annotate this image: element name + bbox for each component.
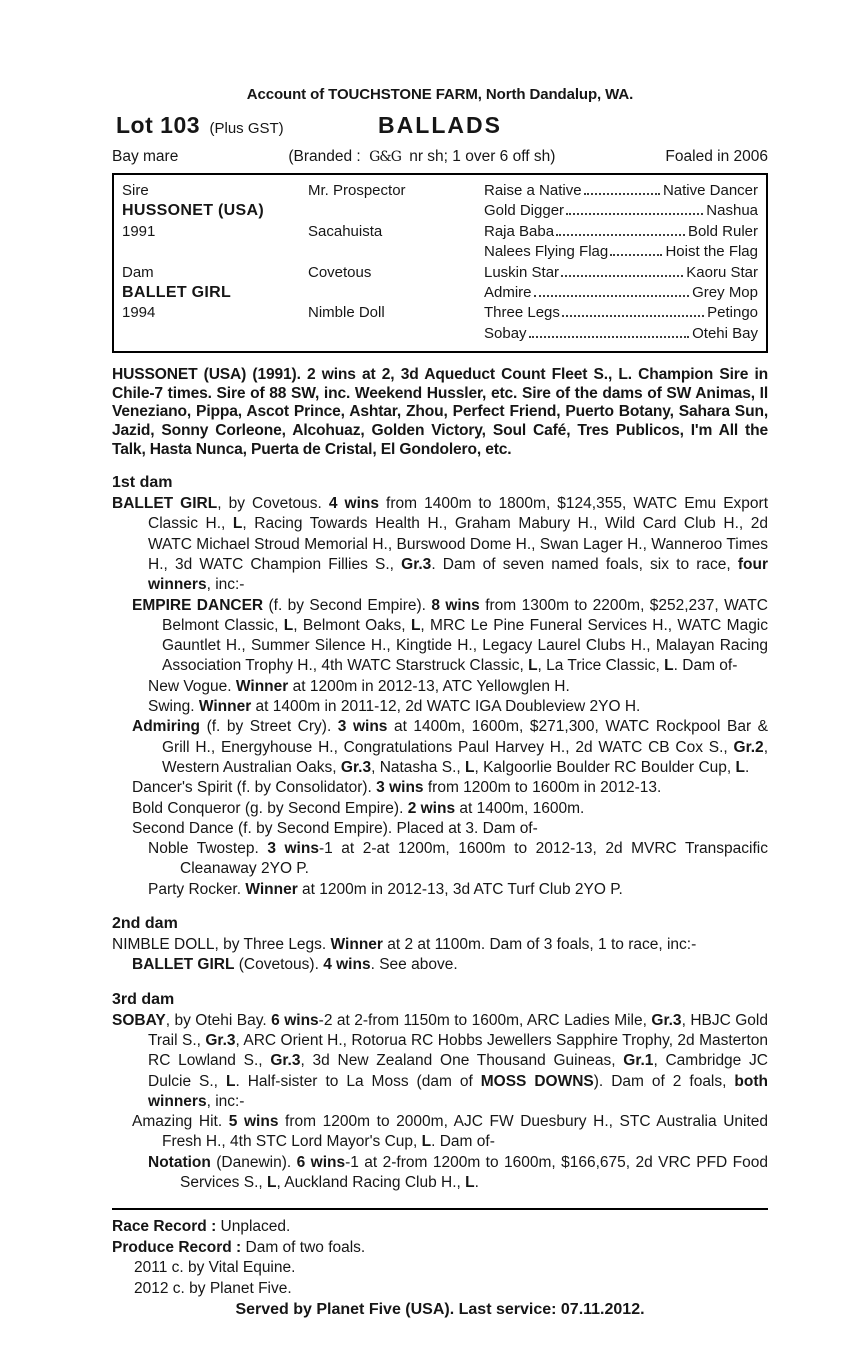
footer-records bbox=[112, 1217, 768, 1321]
lot-gst-note: (Plus GST) bbox=[209, 120, 284, 137]
pedigree-gen3-cell bbox=[484, 304, 758, 321]
pedigree-gen3-cell bbox=[484, 284, 758, 301]
pedigree-gen4-name: Nashua bbox=[706, 202, 758, 220]
pedigree-paragraph: Admiring (f. by Street Cry). 3 wins at 1400m, 1600m, $271,300, WATC Rockpool Bar & Grill H., Energyhouse H., Congratulations Paul Harvey H., 2d WATC CB Cox S., Gr.2, Western Australian Oaks, Gr.3, Natasha S., L, Kalgoorlie Boulder RC Boulder Cup, L. bbox=[132, 718, 768, 776]
pedigree-gen1-cell: 1991 bbox=[122, 222, 156, 240]
pedigree-row bbox=[122, 243, 758, 263]
pedigree-gen3-cell bbox=[484, 182, 758, 199]
pedigree-paragraph: Swing. Winner at 1400m in 2011-12, 2d WATC IGA Doubleview 2YO H. bbox=[148, 698, 641, 716]
footer-divider bbox=[112, 1208, 768, 1210]
pedigree-paragraph: EMPIRE DANCER (f. by Second Empire). 8 wins from 1300m to 2200m, $252,237, WATC Belmont Classic, L, Belmont Oaks, L, MRC Le Pine Funeral Services H., WATC Magic Gauntlet H., Summer Silence H., Kingtide H., Legacy Laurel Clubs H., Malayan Racing Association Trophy H., 4th WATC Starstruck Classic, L, La Trice Classic, L. Dam of- bbox=[132, 596, 769, 675]
horse-description: Bay mare bbox=[112, 148, 179, 165]
pedigree-gen1-cell: Sire bbox=[122, 182, 149, 199]
pedigree-gen4-name: Hoist the Flag bbox=[665, 243, 758, 261]
pedigree-gen2-cell: Sacahuista bbox=[308, 222, 383, 240]
footer-record-line: 2012 c. by Planet Five. bbox=[134, 1279, 292, 1297]
pedigree-gen1-cell: BALLET GIRL bbox=[122, 283, 232, 301]
footer-record-line: Served by Planet Five (USA). Last service: 07.11.2012. bbox=[235, 1301, 645, 1319]
pedigree-gen2-cell: Mr. Prospector bbox=[308, 182, 406, 199]
pedigree-row bbox=[122, 325, 758, 345]
pedigree-gen3-cell bbox=[484, 243, 758, 260]
dot-leader bbox=[534, 295, 690, 297]
pedigree-gen3-name: Raise a Native bbox=[484, 182, 582, 199]
dam-section-heading: 2nd dam bbox=[112, 915, 178, 933]
account-line: Account of TOUCHSTONE FARM, North Dandalup, WA. bbox=[246, 86, 634, 103]
dot-leader bbox=[566, 213, 703, 215]
brand-mark-glyph: G&G bbox=[369, 149, 401, 165]
pedigree-paragraph: Noble Twostep. 3 wins-1 at 2-at 1200m, 1600m to 2012-13, 2d MVRC Transpacific Cleanaway 2YO P. bbox=[148, 840, 768, 878]
pedigree-table bbox=[112, 173, 768, 353]
sire-summary: HUSSONET (USA) (1991). 2 wins at 2, 3d Aqueduct Count Fleet S., L. Champion Sire in Chile-7 times. Sire of 88 SW, inc. Weekend Hussler, etc. Sire of the dams of SW Animas, Il Veneziano, Pippa, Ascot Prince, Ashtar, Zhou, Perfect Friend, Puerto Botany, Sahara Sun, Jazid, Sonny Corleone, Alcohuaz, Golden Victory, Soul Café, Tres Publicos, I'm All the Talk, Hasta Nunca, Puerta de Cristal, El Gondolero, etc. bbox=[112, 366, 768, 458]
pedigree-gen3-name: Nalees Flying Flag bbox=[484, 243, 609, 261]
pedigree-paragraph: Bold Conqueror (g. by Second Empire). 2 wins at 1400m, 1600m. bbox=[132, 799, 585, 817]
pedigree-gen4-name: Bold Ruler bbox=[687, 222, 758, 240]
pedigree-row bbox=[122, 223, 758, 243]
pedigree-paragraph: Dancer's Spirit (f. by Consolidator). 3 wins from 1200m to 1600m in 2012-13. bbox=[132, 779, 662, 797]
pedigree-row bbox=[122, 182, 758, 202]
pedigree-gen3-cell bbox=[484, 264, 758, 281]
pedigree-gen3-name: Admire bbox=[484, 283, 532, 301]
pedigree-paragraph: Party Rocker. Winner at 1200m in 2012-13, 3d ATC Turf Club 2YO P. bbox=[148, 880, 623, 898]
footer-record-line: Race Record : Unplaced. bbox=[112, 1218, 291, 1236]
pedigree-gen3-cell bbox=[484, 325, 758, 342]
dot-leader bbox=[556, 234, 685, 236]
dot-leader bbox=[561, 275, 683, 277]
pedigree-gen4-name: Grey Mop bbox=[692, 283, 758, 301]
dot-leader bbox=[584, 193, 660, 195]
pedigree-paragraph: Amazing Hit. 5 wins from 1200m to 2000m, AJC FW Duesbury H., STC Australia United Fresh H., 4th STC Lord Mayor's Cup, L. Dam of- bbox=[132, 1113, 769, 1151]
brand-prefix: (Branded : bbox=[288, 148, 361, 165]
pedigree-gen2-cell: Covetous bbox=[308, 263, 372, 281]
pedigree-gen3-cell bbox=[484, 223, 758, 240]
dam-sections bbox=[112, 474, 768, 1193]
footer-record-line: 2011 c. by Vital Equine. bbox=[134, 1259, 296, 1277]
pedigree-gen1-cell: HUSSONET (USA) bbox=[122, 202, 264, 220]
dot-leader bbox=[529, 336, 690, 338]
dot-leader bbox=[610, 254, 662, 256]
pedigree-gen2-cell: Nimble Doll bbox=[308, 304, 385, 322]
pedigree-gen3-name: Gold Digger bbox=[484, 202, 565, 220]
dot-leader bbox=[562, 315, 704, 317]
pedigree-paragraph: SOBAY, by Otehi Bay. 6 wins-2 at 2-from 1150m to 1600m, ARC Ladies Mile, Gr.3, HBJC Gold Trail S., Gr.3, ARC Orient H., Rotorua RC Hobbs Jewellers Sapphire Trophy, 2d Masterton RC Lowland S., Gr.3, 3d New Zealand One Thousand Guineas, Gr.1, Cambridge JC Dulcie S., L. Half-sister to La Moss (dam of MOSS DOWNS). Dam of 2 foals, both winners, inc:- bbox=[112, 1011, 768, 1110]
pedigree-paragraph: Second Dance (f. by Second Empire). Placed at 3. Dam of- bbox=[132, 819, 538, 837]
pedigree-paragraph: Notation (Danewin). 6 wins-1 at 2-from 1200m to 1600m, $166,675, 2d VRC PFD Food Services S., L, Auckland Racing Club H., L. bbox=[148, 1153, 768, 1191]
pedigree-gen3-name: Luskin Star bbox=[484, 263, 560, 281]
dam-section-heading: 1st dam bbox=[112, 474, 173, 492]
lot-number: Lot 103 bbox=[116, 112, 201, 138]
pedigree-gen1-cell: 1994 bbox=[122, 304, 156, 322]
pedigree-row bbox=[122, 304, 758, 324]
pedigree-gen4-name: Petingo bbox=[707, 304, 758, 322]
pedigree-gen4-name: Otehi Bay bbox=[692, 324, 758, 342]
pedigree-row bbox=[122, 284, 758, 304]
dam-section-heading: 3rd dam bbox=[112, 990, 175, 1008]
pedigree-gen3-name: Three Legs bbox=[484, 304, 560, 322]
pedigree-gen4-name: Kaoru Star bbox=[686, 263, 758, 281]
brand-description bbox=[288, 148, 555, 166]
brand-suffix: nr sh; 1 over 6 off sh) bbox=[409, 148, 556, 165]
horse-name: BALLADS bbox=[378, 112, 502, 138]
pedigree-row bbox=[122, 202, 758, 222]
pedigree-gen3-name: Raja Baba bbox=[484, 222, 555, 240]
pedigree-gen4-name: Native Dancer bbox=[662, 182, 758, 199]
pedigree-paragraph: BALLET GIRL (Covetous). 4 wins. See above. bbox=[132, 956, 458, 974]
pedigree-gen3-cell bbox=[484, 202, 758, 219]
footer-record-line: Produce Record : Dam of two foals. bbox=[112, 1238, 366, 1256]
description-row bbox=[112, 148, 768, 166]
pedigree-paragraph: BALLET GIRL, by Covetous. 4 wins from 1400m to 1800m, $124,355, WATC Emu Export Classic H., L, Racing Towards Health H., Graham Mabury H., Wild Card Club H., 2d WATC Michael Stroud Memorial H., Burswood Dome H., Swan Lager H., Wanneroo Times H., 3d WATC Champion Fillies S., Gr.3. Dam of seven named foals, six to race, four winners, inc:- bbox=[112, 495, 768, 594]
lot-row bbox=[112, 112, 768, 143]
pedigree-gen1-cell: Dam bbox=[122, 263, 154, 281]
pedigree-paragraph: NIMBLE DOLL, by Three Legs. Winner at 2 at 1100m. Dam of 3 foals, 1 to race, inc:- bbox=[112, 936, 697, 954]
pedigree-paragraph: New Vogue. Winner at 1200m in 2012-13, ATC Yellowglen H. bbox=[148, 677, 570, 695]
foaled-year: Foaled in 2006 bbox=[665, 148, 768, 165]
pedigree-row bbox=[122, 264, 758, 284]
pedigree-gen3-name: Sobay bbox=[484, 324, 527, 342]
